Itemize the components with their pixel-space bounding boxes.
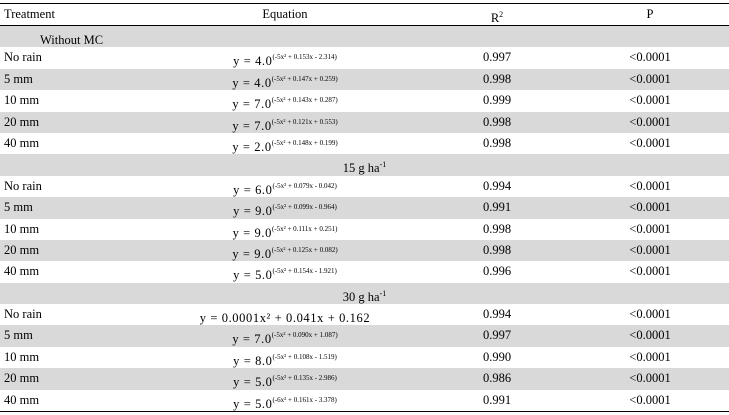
header-r2-base: R <box>490 11 500 25</box>
equation-exponent: (-5x² + 0.135x - 2.986) <box>272 374 337 383</box>
equation-exponent: (-5x² + 0.090x + 1.087) <box>271 331 338 340</box>
table-row <box>0 240 729 261</box>
equation-exponent: (-6x² + 0.161x - 3.378) <box>272 395 337 404</box>
equation-exponent: (-5x² + 0.099x - 0.964) <box>272 203 337 212</box>
section-header <box>0 283 729 304</box>
cell-r2: 0.991 <box>482 200 512 215</box>
cell-treatment: 5 mm <box>4 71 33 86</box>
cell-p: <0.0001 <box>629 307 671 322</box>
equation-exponent: (-5x² + 0.153x - 2.314) <box>272 53 337 62</box>
table-row <box>0 176 729 197</box>
equation-base: y = 8.0 <box>233 353 273 368</box>
cell-treatment: 40 mm <box>4 135 40 150</box>
table-row <box>0 197 729 218</box>
cell-p: <0.0001 <box>629 328 671 343</box>
cell-treatment: 5 mm <box>4 328 33 343</box>
cell-p: <0.0001 <box>629 93 671 108</box>
table-row <box>0 133 729 154</box>
cell-r2: 0.998 <box>482 221 512 236</box>
equation-base: y = 5.0 <box>233 396 273 411</box>
section-title-sup: -1 <box>379 160 387 170</box>
equation-base: y = 9.0 <box>232 246 272 261</box>
equation-exponent: (-5x² + 0.148x + 0.199) <box>271 138 338 147</box>
header-p: P <box>646 7 654 21</box>
cell-r2: 0.991 <box>482 392 512 407</box>
cell-treatment: No rain <box>4 178 42 193</box>
cell-r2: 0.990 <box>482 349 512 364</box>
header-equation: Equation <box>262 7 308 21</box>
equation-base: y = 7.0 <box>232 332 272 347</box>
cell-r2: 0.998 <box>482 135 512 150</box>
cell-r2: 0.998 <box>482 114 512 129</box>
cell-treatment: 40 mm <box>4 264 40 279</box>
equation-exponent: (-5x² + 0.125x + 0.082) <box>271 245 338 254</box>
equation-base: y = 2.0 <box>232 139 272 154</box>
cell-r2: 0.986 <box>482 371 512 386</box>
cell-r2: 0.998 <box>482 71 512 86</box>
equation-base: y = 4.0 <box>233 54 273 69</box>
equation-base: y = 0.0001x² + 0.041x + 0.162 <box>199 311 371 326</box>
equation-base: y = 7.0 <box>232 118 272 133</box>
equation-exponent: (-5x² + 0.079x - 0.042) <box>272 181 337 190</box>
cell-r2: 0.999 <box>482 93 512 108</box>
cell-p: <0.0001 <box>629 221 671 236</box>
table-row <box>0 69 729 90</box>
section-title-text: 30 g ha <box>342 289 380 304</box>
cell-p: <0.0001 <box>629 371 671 386</box>
cell-treatment: 20 mm <box>4 114 40 129</box>
equation-exponent: (-5x² + 0.147x + 0.259) <box>271 74 338 83</box>
section-header <box>0 26 729 47</box>
header-treatment: Treatment <box>4 7 55 21</box>
table-row <box>0 304 729 325</box>
equation-base: y = 9.0 <box>232 225 272 240</box>
table-row <box>0 347 729 368</box>
section-title-sup: -1 <box>379 288 387 298</box>
cell-r2: 0.997 <box>482 50 512 65</box>
cell-r2: 0.997 <box>482 328 512 343</box>
cell-p: <0.0001 <box>629 392 671 407</box>
header-r2-sup: 2 <box>499 10 504 19</box>
table-row <box>0 390 729 411</box>
cell-treatment: 20 mm <box>4 242 40 257</box>
table-row <box>0 368 729 389</box>
equation-exponent: (-5x² + 0.154x - 1.921) <box>272 267 337 276</box>
cell-equation <box>120 390 450 415</box>
cell-r2: 0.994 <box>482 178 512 193</box>
cell-treatment: 10 mm <box>4 221 40 236</box>
equation-exponent: (-5x² + 0.121x + 0.553) <box>271 117 338 126</box>
equation-base: y = 6.0 <box>233 182 273 197</box>
cell-p: <0.0001 <box>629 349 671 364</box>
section-title-text: 15 g ha <box>342 161 380 176</box>
cell-treatment: 10 mm <box>4 93 40 108</box>
cell-p: <0.0001 <box>629 200 671 215</box>
equation-exponent: (-5x² + 0.143x + 0.287) <box>271 96 338 105</box>
table-row <box>0 47 729 68</box>
cell-p: <0.0001 <box>629 135 671 150</box>
equation-exponent: (-5x² + 0.108x - 1.519) <box>272 352 337 361</box>
cell-treatment: 5 mm <box>4 200 33 215</box>
cell-treatment: 20 mm <box>4 371 40 386</box>
equation-exponent: (-5x² + 0.111x + 0.251) <box>271 224 338 233</box>
cell-p: <0.0001 <box>629 114 671 129</box>
table-row <box>0 261 729 282</box>
cell-treatment: 10 mm <box>4 349 40 364</box>
cell-r2: 0.996 <box>482 264 512 279</box>
table-row <box>0 219 729 240</box>
table-row <box>0 325 729 346</box>
equation-base: y = 5.0 <box>233 268 273 283</box>
cell-treatment: No rain <box>4 50 42 65</box>
regression-table <box>0 3 729 412</box>
cell-r2: 0.998 <box>482 242 512 257</box>
cell-p: <0.0001 <box>629 50 671 65</box>
table-body <box>0 26 729 411</box>
table-header <box>0 4 729 26</box>
cell-p: <0.0001 <box>629 242 671 257</box>
equation-base: y = 5.0 <box>233 375 273 390</box>
section-title-text: Without MC <box>40 33 104 47</box>
cell-p: <0.0001 <box>629 178 671 193</box>
cell-r2: 0.994 <box>482 307 512 322</box>
equation-base: y = 4.0 <box>232 75 272 90</box>
cell-treatment: No rain <box>4 307 42 322</box>
table-row <box>0 90 729 111</box>
table-row <box>0 112 729 133</box>
cell-p: <0.0001 <box>629 264 671 279</box>
cell-treatment: 40 mm <box>4 392 40 407</box>
cell-p: <0.0001 <box>629 71 671 86</box>
equation-base: y = 7.0 <box>232 97 272 112</box>
section-header <box>0 154 729 175</box>
equation-base: y = 9.0 <box>233 204 273 219</box>
